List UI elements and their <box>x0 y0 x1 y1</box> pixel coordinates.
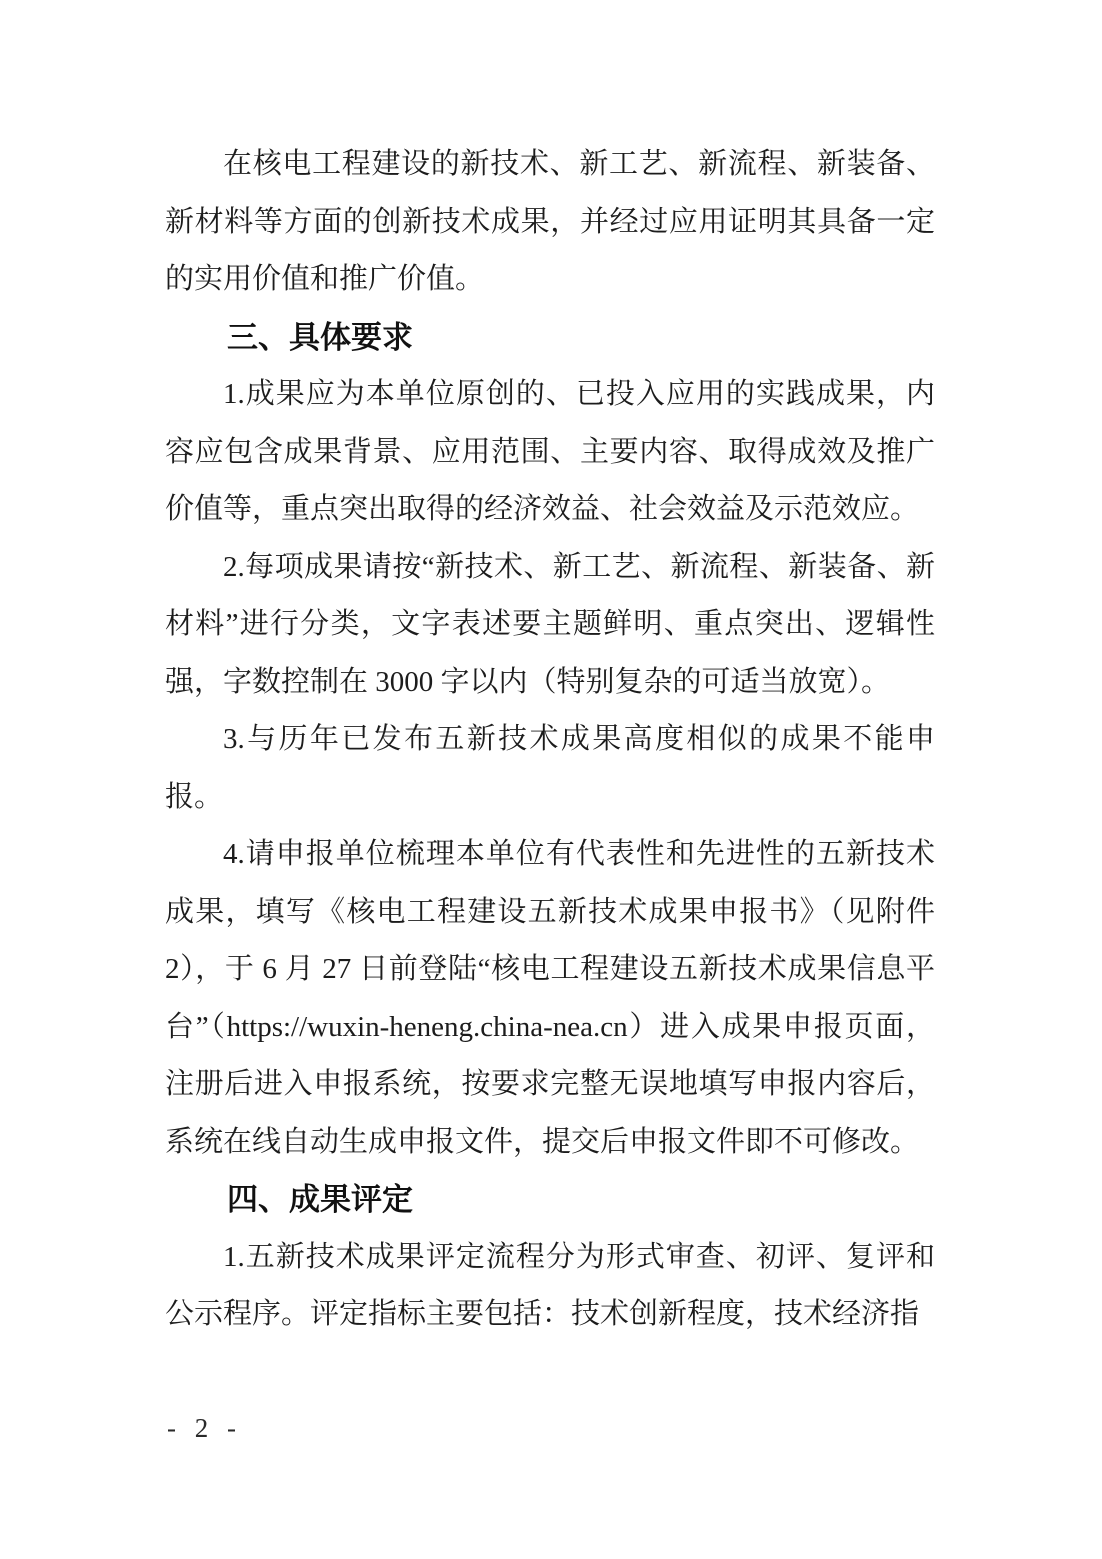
paragraph-evaluation-1: 1.五新技术成果评定流程分为形式审查、初评、复评和公示程序。评定指标主要包括：技术创新程度，技术经济指 <box>165 1240 935 1330</box>
heading-section-3-specific-requirements: 三、具体要求 <box>227 319 413 355</box>
heading-section-4-achievement-evaluation: 四、成果评定 <box>227 1182 413 1217</box>
paragraph-requirement-2: 2.每项成果请按“新技术、新工艺、新流程、新装备、新材料”进行分类，文字表述要主题鲜明、重点突出、逻辑性强，字数控制在 3000 字以内（特别复杂的可适当放宽）。 <box>165 550 935 698</box>
paragraph-requirement-3: 3.与历年已发布五新技术成果高度相似的成果不能申报。 <box>165 723 935 813</box>
page-number: - 2 - <box>167 1413 242 1443</box>
paragraph-requirement-1: 1.成果应为本单位原创的、已投入应用的实践成果，内容应包含成果背景、应用范围、主要内容、取得成效及推广价值等，重点突出取得的经济效益、社会效益及示范效应。 <box>165 378 935 525</box>
paragraph-requirement-4: 4.请申报单位梳理本单位有代表性和先进性的五新技术成果，填写《核电工程建设五新技术成果申报书》（见附件 2），于 6 月 27 日前登陆“核电工程建设五新技术成果信息平台”（https://wuxin-heneng.china-nea.cn）进入成果申报页面，注册后进入申报系统，按要求完整无误地填写申报内容后，系统在线自动生成申报文件，提交后申报文件即不可修改。 <box>165 838 935 1158</box>
document-body <box>165 136 935 1344</box>
paragraph-intro-continuation: 在核电工程建设的新技术、新工艺、新流程、新装备、新材料等方面的创新技术成果，并经过应用证明其具备一定的实用价值和推广价值。 <box>165 148 935 295</box>
